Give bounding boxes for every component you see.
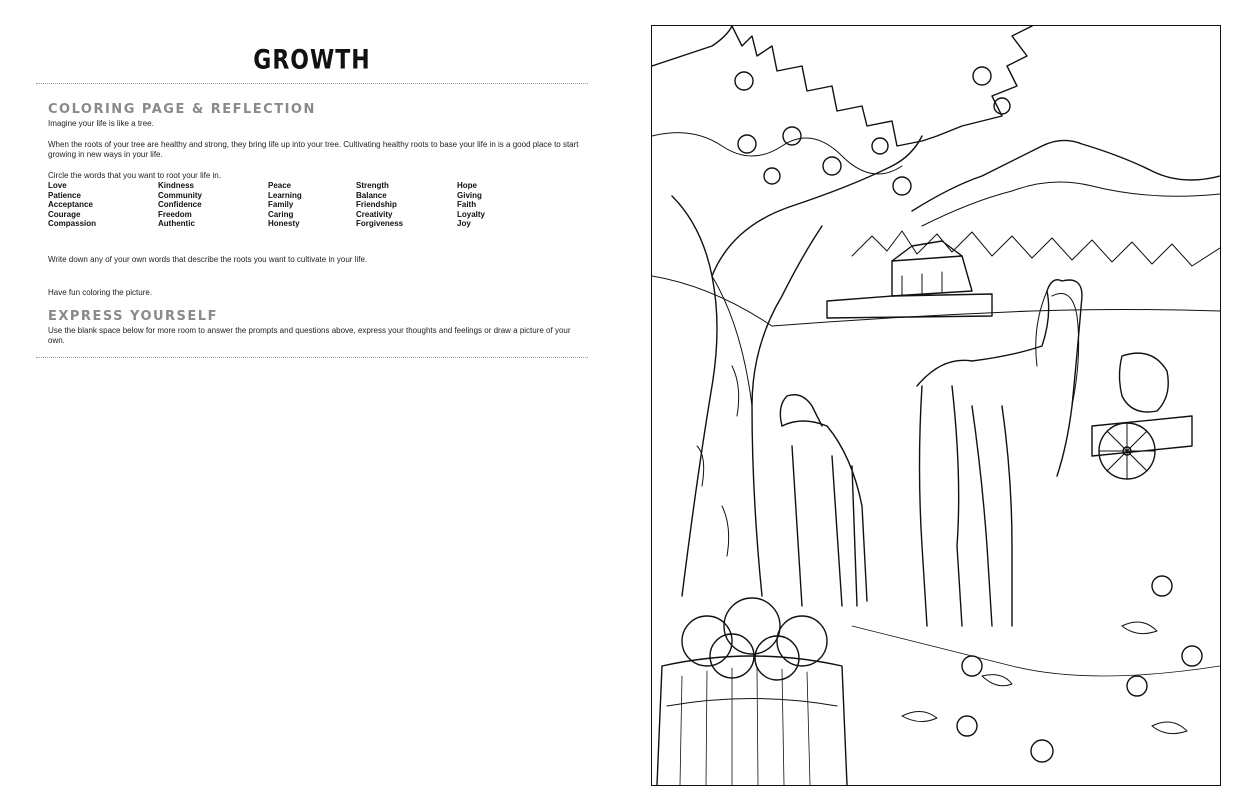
horses-drawing [780, 280, 1082, 626]
word-grid [48, 181, 588, 229]
word[interactable]: Love [48, 181, 67, 190]
write-prompt: Write down any of your own words that describe the roots you want to cultivate in your life. [48, 254, 368, 264]
reflection-panel [36, 40, 588, 358]
word[interactable]: Community [158, 190, 202, 200]
word[interactable]: Giving [457, 190, 482, 200]
word[interactable]: Patience [48, 190, 81, 200]
word[interactable]: Friendship [356, 200, 397, 209]
word[interactable]: Confidence [158, 200, 202, 209]
section-heading-express: EXPRESS YOURSELF [48, 308, 218, 324]
chicken-cart-drawing [1092, 353, 1192, 479]
word[interactable]: Honesty [268, 219, 300, 228]
mountain-range [912, 140, 1220, 211]
word[interactable]: Learning [268, 190, 302, 200]
word[interactable]: Kindness [158, 181, 195, 190]
word[interactable]: Courage [48, 209, 81, 219]
fun-text: Have fun coloring the picture. [48, 288, 153, 297]
intro-text: Imagine your life is like a tree. [48, 119, 154, 128]
coloring-illustration[interactable] [651, 25, 1221, 786]
section-heading-coloring: COLORING PAGE & REFLECTION [48, 102, 316, 117]
word[interactable]: Strength [356, 181, 389, 190]
word[interactable]: Peace [268, 181, 292, 190]
apple-barrel-drawing [657, 598, 847, 785]
divider-top [36, 83, 588, 84]
word[interactable]: Family [268, 200, 294, 209]
page-title: GROWTH [253, 45, 371, 76]
word[interactable]: Authentic [158, 219, 195, 228]
apple-tree-drawing [652, 26, 1032, 596]
word[interactable]: Faith [457, 200, 477, 209]
word[interactable]: Acceptance [48, 200, 93, 209]
circle-prompt: Circle the words that you want to root your life in. [48, 170, 221, 180]
word[interactable]: Freedom [158, 209, 192, 219]
barn-drawing [827, 241, 992, 318]
roots-paragraph: When the roots of your tree are healthy and strong, they bring life up into your tree. Cultivating healthy roots to base your life in is a good place to start growing in new ways in your life. [48, 139, 579, 159]
word[interactable]: Joy [457, 219, 471, 228]
word[interactable]: Forgiveness [356, 219, 404, 228]
word[interactable]: Loyalty [457, 209, 486, 219]
word[interactable]: Compassion [48, 219, 97, 228]
word[interactable]: Creativity [356, 209, 393, 219]
word[interactable]: Caring [268, 209, 294, 219]
express-text: Use the blank space below for more room to answer the prompts and questions above, express your thoughts and feelings or draw a picture of your own. [48, 325, 571, 345]
divider-bottom [36, 357, 588, 358]
word[interactable]: Hope [457, 181, 477, 190]
word[interactable]: Balance [356, 190, 387, 200]
